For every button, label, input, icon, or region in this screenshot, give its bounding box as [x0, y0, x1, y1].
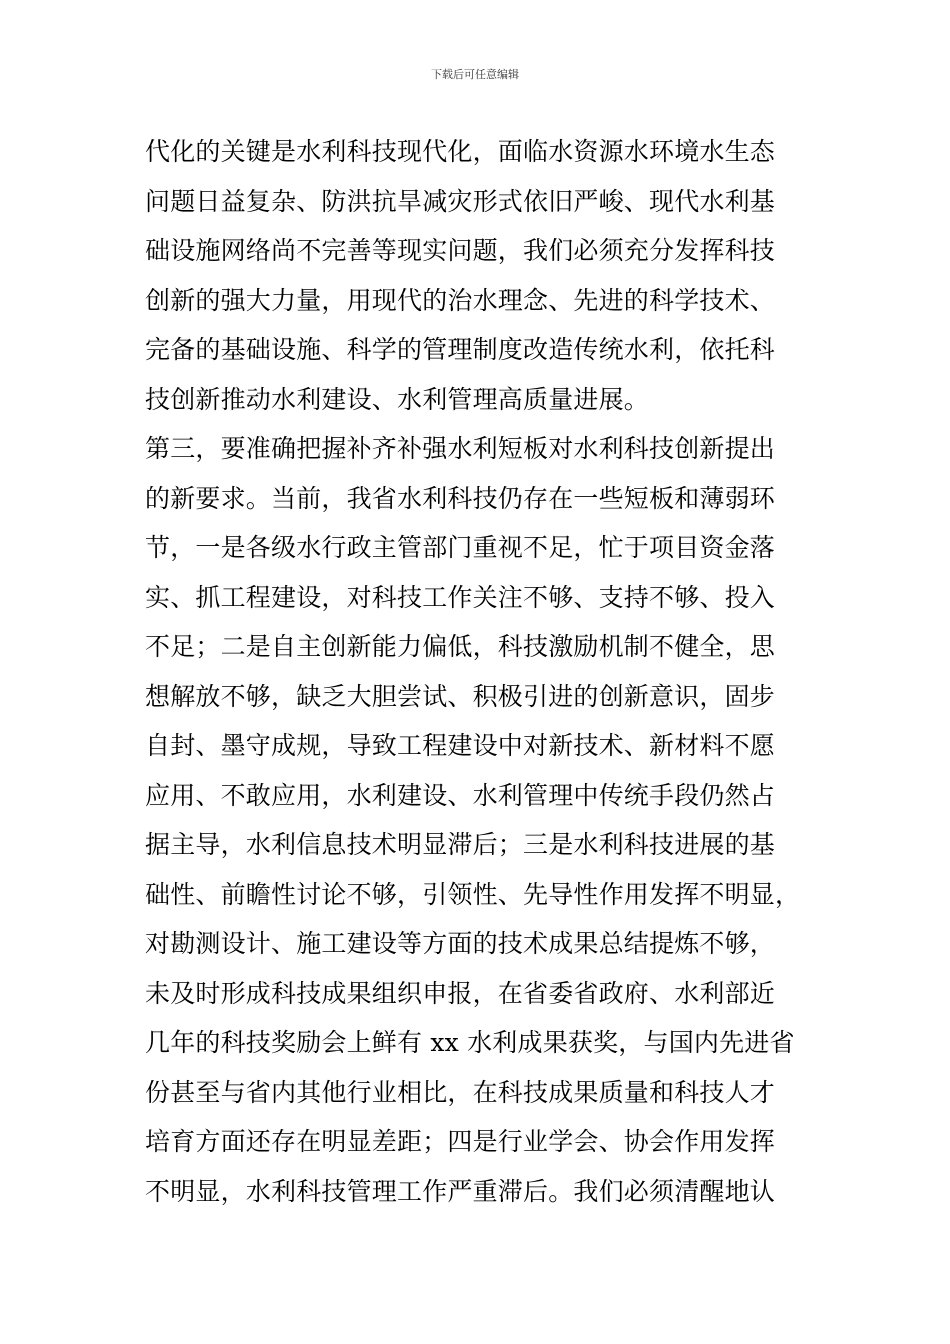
text-line: 据主导，水利信息技术明显滞后；三是水利科技进展的基 [145, 830, 776, 859]
text-line: 份甚至与省内其他行业相比，在科技成果质量和科技人才 [145, 1077, 776, 1107]
text-line: 应用、不敢应用，水利建设、水利管理中传统手段仍然占 [145, 780, 776, 810]
text-line: 第三，要准确把握补齐补强水利短板对水利科技创新提出 [145, 434, 776, 463]
text-line: 想解放不够，缺乏大胆尝试、积极引进的创新意识，固步 [145, 681, 776, 711]
text-line: 完备的基础设施、科学的管理制度改造传统水利，依托科 [145, 335, 776, 364]
text-line: 几年的科技奖励会上鲜有 xx 水利成果获奖，与国内先进省 [145, 1028, 795, 1057]
text-line: 础性、前瞻性讨论不够，引领性、先导性作用发挥不明显， [145, 879, 801, 909]
text-line: 对勘测设计、施工建设等方面的技术成果总结提炼不够， [145, 929, 776, 958]
text-line: 未及时形成科技成果组织申报，在省委省政府、水利部近 [145, 978, 776, 1008]
text-line: 培育方面还存在明显差距；四是行业学会、协会作用发挥 [145, 1127, 776, 1156]
text-line: 自封、墨守成规，导致工程建设中对新技术、新材料不愿 [145, 731, 776, 760]
text-line: 问题日益复杂、防洪抗旱减灾形式依旧严峻、现代水利基 [145, 186, 776, 216]
text-line: 不足；二是自主创新能力偏低，科技激励机制不健全，思 [145, 632, 776, 661]
text-line: 节，一是各级水行政主管部门重视不足，忙于项目资金落 [145, 533, 776, 562]
text-line: 创新的强大力量，用现代的治水理念、先进的科学技术、 [145, 285, 776, 315]
text-line: 技创新推动水利建设、水利管理高质量进展。 [145, 384, 650, 414]
text-line: 代化的关键是水利科技现代化，面临水资源水环境水生态 [145, 137, 776, 166]
body-text [145, 127, 825, 1216]
page-header: 下载后可任意编辑 [431, 68, 519, 81]
text-line: 的新要求。当前，我省水利科技仍存在一些短板和薄弱环 [145, 483, 776, 513]
text-line: 础设施网络尚不完善等现实问题，我们必须充分发挥科技 [145, 236, 776, 265]
text-line: 实、抓工程建设，对科技工作关注不够、支持不够、投入 [145, 582, 776, 612]
text-line: 不明显，水利科技管理工作严重滞后。我们必须清醒地认 [145, 1176, 776, 1206]
